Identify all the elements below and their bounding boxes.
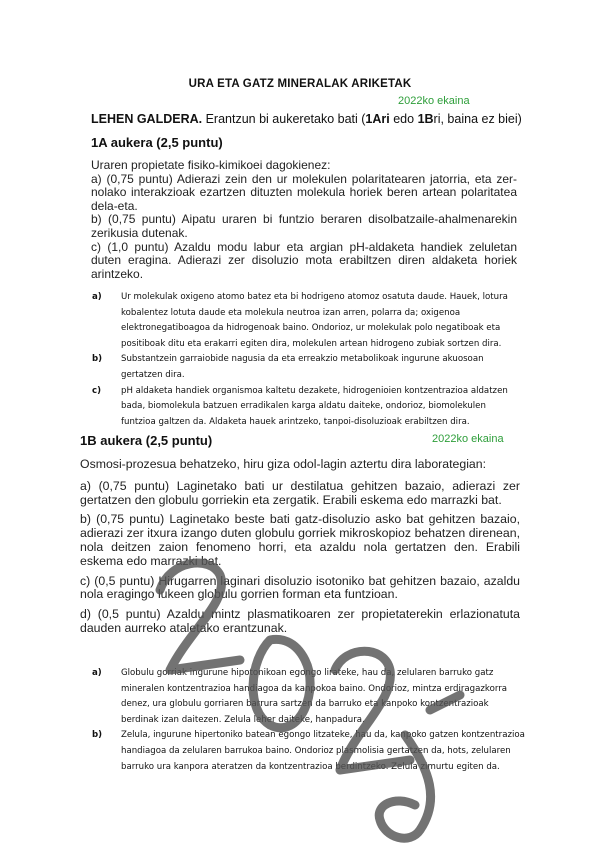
answer-marker: a) [92,668,102,678]
1a-answer-0 [92,290,532,352]
answer-line: mineralen kontzentrazioa handiagoa da kanpokoa baino. Ondorioz, mintza erdiragazkorra [121,683,508,694]
answer-marker: c) [92,385,102,396]
question-1b-c: c) (0,5 puntu) Hirugarren laginari disoluzio isotoniko bat gehitzen bazaio, azaldu nola eragingo lukeen globulu gorrien forman eta funtzioan. [80,573,520,602]
section-1b-questions [80,458,520,642]
answer-line: denez, ura globulu gorriaren barrura sartzen da barruko eta kanpoko kontzentrazioak [121,699,489,710]
answer-line: barruko ura kanpora ateratzen da kontzentrazioa berdintzeko. Zelula zimurtu egiten da. [121,761,500,772]
question-1a-c: c) (1,0 puntu) Azaldu modu labur eta argian pH-aldaketa handiek zeluletan duten eragina. Adierazi zer disoluzio mota erabiltzen diren aldaketa horiek arintzeko. [91,239,517,281]
1a-answer-2 [92,384,532,431]
1b-answer-0 [92,666,537,728]
instruction-bold-3: 1B [417,112,434,126]
answer-line: berdinak izan daitezen. Zelula leher daiteke, hanpadura. [121,714,365,725]
answer-line: bada, biomolekula batzuen erradikalen karga aldatu daiteke, ondorioz, biomolekulen [121,401,486,412]
document-title: URA ETA GATZ MINERALAK ARIKETAK [188,78,412,90]
question-1b-b: b) (0,75 puntu) Laginetako beste bati gatz-disoluzio asko bat gehitzen bazaio, adierazi zer itxura izango duten globulu gorriek mikroskopioz behatzen direnean, nola deitzen zaion fenomeno horri, eta azaldu nola gertatzen den. Erabili eskema edo marrazki bat. [80,512,520,568]
date-label-2: 2022ko ekaina [432,433,504,445]
question-1b-d: d) (0,5 puntu) Azaldu mintz plasmatikoaren zer propietaterekin erlazionatuta dauden aurreko ataletako erantzunak. [80,607,520,635]
answer-line: Zelula, ingurune hipertoniko batean egongo litzateke, hau da, kanpoko gatzen kontzentrazioa [121,730,525,741]
question-1a-b: b) (0,75 puntu) Aipatu uraren bi funtzio beraren disolbatzaile-ahalmenarekin zerikusia dutenak. [91,212,517,240]
answer-line: handiagoa da zelularen barrukoa baino. Ondorioz plasmolisia gertatzen da, hots, zelularen [121,745,511,756]
answer-marker: a) [92,292,102,302]
answer-marker: b) [92,354,103,365]
instruction-bold-1: LEHEN GALDERA. [91,112,203,126]
answer-marker: b) [92,730,103,741]
instruction-text-1: Erantzun bi aukeretako bati ( [202,112,366,126]
answers-1a [92,290,532,430]
first-question-instruction [91,112,522,126]
answers-1b [92,666,537,775]
answer-line: pH aldaketa handiek organismoa kaltetu dezakete, hidrogenioien kontzentrazioa aldatzen [121,385,508,396]
section-1b-heading: 1B aukera (2,5 puntu) [80,433,213,448]
section-1a-heading: 1A aukera (2,5 puntu) [91,135,223,150]
answer-line: positiboak ditu eta erakarri egiten dira, molekulen artean hidrogeno zubiak sortzen dira. [121,338,502,349]
answer-line: Globulu gorriak ingurune hipotonikoan egongo lirateke, hau da, zelularen barruko gatz [121,668,494,678]
section-1a-intro: Uraren propietate fisiko-kimikoei dagokienez: [91,158,331,172]
section-1b-intro: Osmosi-prozesua behatzeko, hiru giza odol-lagin aztertu dira laborategian: [80,457,487,471]
date-label-1: 2022ko ekaina [398,95,470,107]
question-1a-a: a) (0,75 puntu) Adierazi zein den ur molekulen polaritatearen jatorria, eta zer-nolako interakzioak ezartzen dituzten molekula horiek beren artean polaritatea dela-eta. [91,171,517,213]
1b-answer-1 [92,728,537,775]
answer-line: kobalentez lotuta daude eta molekula neutroa izan arren, polarra da; oxigenoa [121,307,461,318]
instruction-bold-2: 1Ari [365,112,390,126]
answer-line: Ur molekulak oxigeno atomo batez eta bi hodrigeno atomoz osatuta daude. Hauek, lotura [121,292,508,302]
1a-answer-1 [92,352,532,383]
answer-line: elektronegatiboagoa da hidrogenoak baino. Ondorioz, ur molekulak polo negatiboak eta [121,323,501,334]
instruction-text-3: ri, baina ez biei) [433,112,522,126]
section-1a-questions [91,159,517,281]
answer-line: gertatzen dira. [121,369,185,380]
instruction-text-2: edo [389,112,418,126]
answer-line: Substantzein garraiobide nagusia da eta erreakzio metabolikoak ingurune akuosoan [121,354,484,365]
answer-line: funtzioa galtzen da. Aldaketa hauek arintzeko, tanpoi-disoluzioak erabiltzen dira. [121,416,470,427]
question-1b-a: a) (0,75 puntu) Laginetako bati ur destilatua gehitzen bazaio, adierazi zer gertatzen den globulu gorriekin eta zergatik. Erabili eskema edo marrazki bat. [80,478,520,507]
